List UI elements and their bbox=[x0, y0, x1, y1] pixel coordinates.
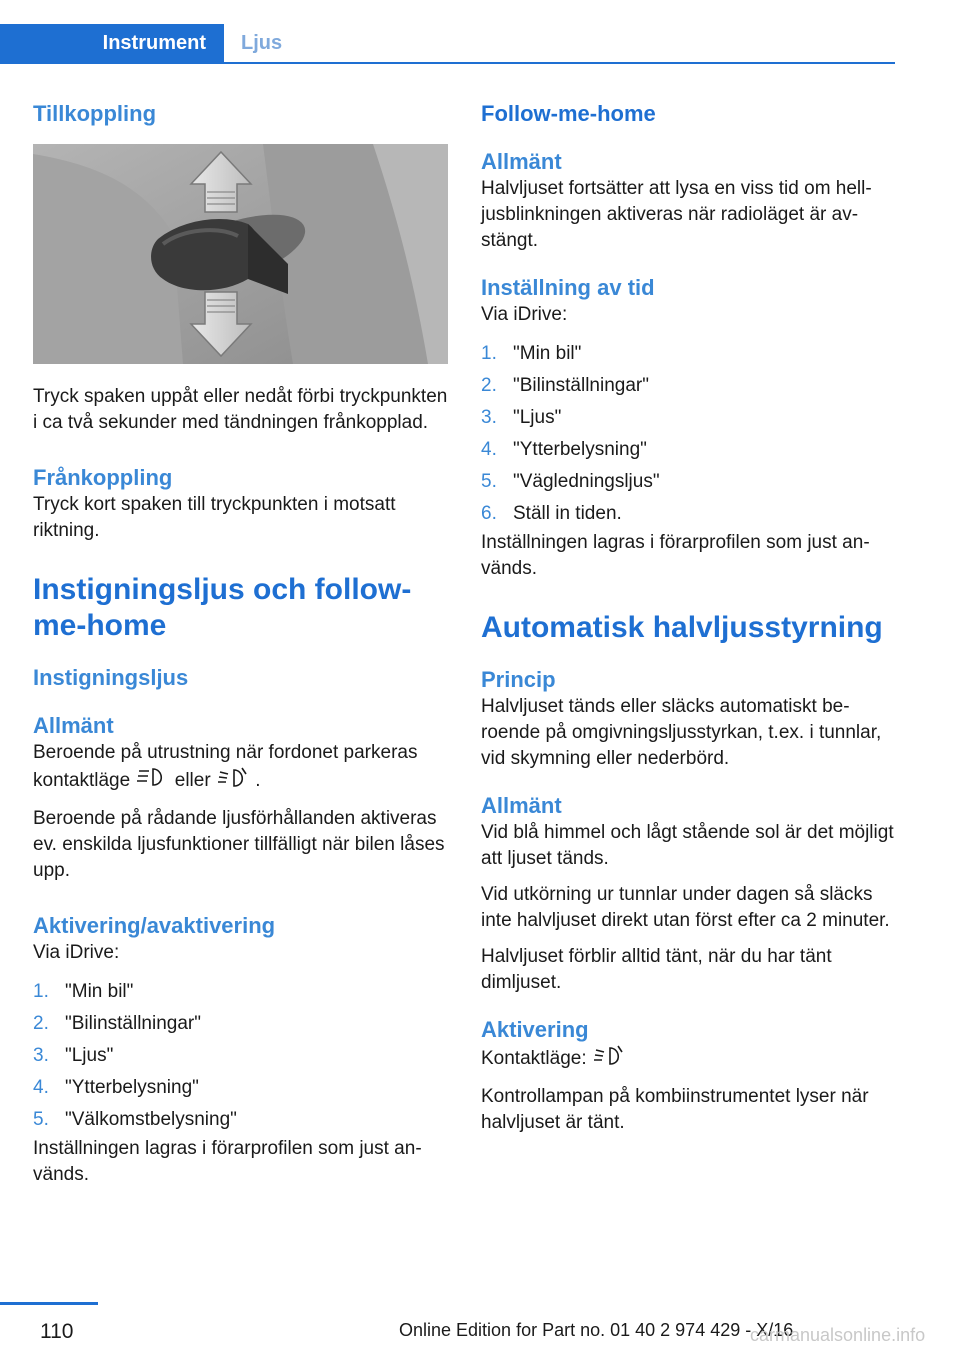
ignition-position-1-icon bbox=[135, 766, 169, 796]
follow-me-home-heading: Follow-me-home bbox=[481, 101, 656, 126]
left-steps-list bbox=[33, 976, 448, 1136]
saved-text-left: Inställningen lagras i förarprofilen som just används. bbox=[33, 1138, 422, 1185]
aktivering-avaktivering-heading: Aktivering/avaktivering bbox=[33, 913, 276, 938]
header-tabbar bbox=[0, 24, 895, 64]
allmant2-text-2: Vid utkörning ur tunnlar under dagen så släcks inte halvljuset direkt utan först efter ca 2 minuter. bbox=[481, 884, 890, 931]
allmant-text-or: eller bbox=[174, 770, 211, 792]
princip-text: Halvljuset tänds eller släcks automatiskt beroende på omgivningsljusstyrkan, t.ex. i tunnlar, vid skymning eller nederbörd. bbox=[481, 696, 882, 769]
list-item: 3. "Ljus" bbox=[481, 407, 562, 428]
allmant-text-right: Halvljuset fortsätter att lysa en viss tid om helljusblinkningen aktiveras när radioläget är avstängt. bbox=[481, 178, 872, 251]
instigningsljus-heading: Instigningsljus bbox=[33, 665, 189, 690]
list-item: 3. "Ljus" bbox=[33, 1045, 114, 1066]
right-column bbox=[481, 100, 896, 1136]
allmant-text-a: Beroende på utrustning när fordonet parkeras kontaktläge bbox=[33, 742, 418, 792]
tab-ljus[interactable]: Ljus bbox=[241, 32, 283, 54]
light-stalk-image bbox=[33, 144, 448, 364]
tab-instrument[interactable] bbox=[0, 24, 224, 62]
saved-text-right: Inställningen lagras i förarprofilen som just används. bbox=[481, 532, 870, 579]
list-item: 5. "Vägledningsljus" bbox=[481, 471, 660, 492]
kontroll-text: Kontrollampan på kombiinstrumentet lyser när halvljuset är tänt. bbox=[481, 1086, 869, 1133]
ignition-position-2-icon bbox=[592, 1044, 626, 1074]
kontaktlage-line bbox=[481, 1044, 896, 1074]
tillkoppling-heading: Tillkoppling bbox=[33, 101, 157, 126]
allmant2-text-3: Halvljuset förblir alltid tänt, när du har tänt dimljuset. bbox=[481, 946, 832, 993]
installning-av-tid-heading: Inställning av tid bbox=[481, 275, 655, 300]
list-item: 2. "Bilinställningar" bbox=[33, 1013, 201, 1034]
allmant-text-end: . bbox=[255, 770, 261, 792]
list-item: 1. "Min bil" bbox=[481, 343, 582, 364]
allmant-heading: Allmänt bbox=[33, 713, 114, 738]
frankoppling-heading: Frånkoppling bbox=[33, 465, 173, 490]
via-idrive-left: Via iDrive: bbox=[33, 942, 120, 963]
page-number: 110 bbox=[40, 1320, 74, 1343]
tab-instrument-label: Instrument bbox=[102, 32, 206, 54]
via-idrive-right: Via iDrive: bbox=[481, 304, 568, 325]
ignition-position-2-icon bbox=[216, 766, 250, 796]
tillkoppling-text: Tryck spaken uppåt eller nedåt förbi tryckpunkten i ca två sekunder med tändningen frånkopplad. bbox=[33, 386, 448, 433]
list-item: 4. "Ytterbelysning" bbox=[33, 1077, 199, 1098]
aktivering-heading: Aktivering bbox=[481, 1017, 589, 1042]
allmant-text-2: Beroende på rådande ljusförhållanden aktiveras ev. enskilda ljusfunktioner tillfälligt när bilen låses upp. bbox=[33, 808, 445, 881]
right-steps-list bbox=[481, 338, 896, 530]
list-item: 6. Ställ in tiden. bbox=[481, 503, 622, 524]
allmant-heading-right: Allmänt bbox=[481, 149, 562, 174]
list-item: 4. "Ytterbelysning" bbox=[481, 439, 647, 460]
frankoppling-text: Tryck kort spaken till tryckpunkten i motsatt riktning. bbox=[33, 494, 396, 541]
stalk-illustration bbox=[33, 144, 448, 364]
footer-accent-line bbox=[0, 1302, 98, 1305]
left-column bbox=[33, 100, 448, 1188]
section-title-automatisk: Automatisk halvljusstyrning bbox=[481, 611, 883, 644]
watermark: carmanualsonline.info bbox=[750, 1325, 926, 1345]
list-item: 1. "Min bil" bbox=[33, 981, 134, 1002]
edition-text: Online Edition for Part no. 01 40 2 974 429 - X/16 bbox=[399, 1320, 794, 1340]
allmant2-text-1: Vid blå himmel och lågt stående sol är det möjligt att ljuset tänds. bbox=[481, 822, 894, 869]
section-title-instigningsljus: Instigningsljus och follow-me-home bbox=[33, 573, 412, 642]
allmant2-heading: Allmänt bbox=[481, 793, 562, 818]
list-item: 5. "Välkomstbelysning" bbox=[33, 1109, 237, 1130]
allmant-text bbox=[33, 740, 448, 796]
list-item: 2. "Bilinställningar" bbox=[481, 375, 649, 396]
kontaktlage-label: Kontaktläge: bbox=[481, 1048, 587, 1070]
princip-heading: Princip bbox=[481, 667, 556, 692]
